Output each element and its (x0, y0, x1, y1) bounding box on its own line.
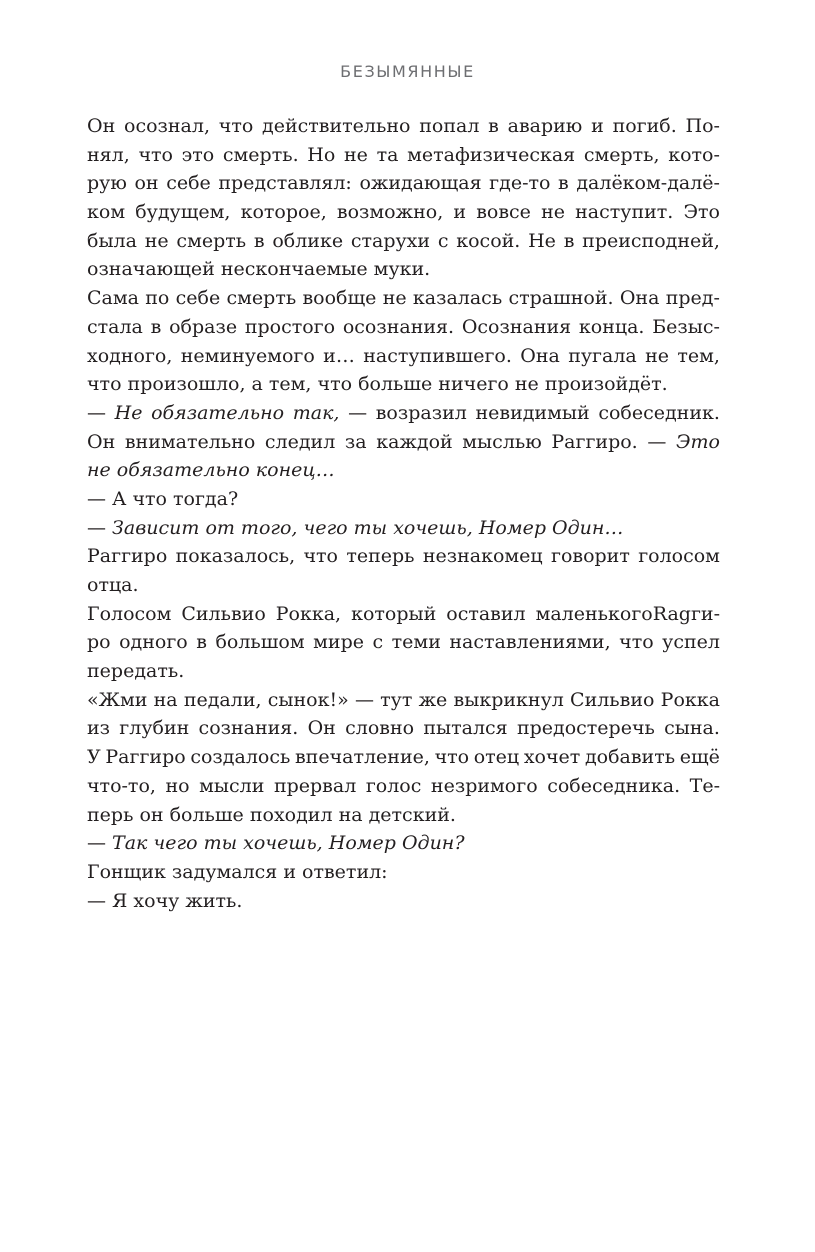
italic-text: Зависит от того, чего ты хочешь, Номер Один… (112, 516, 624, 539)
word: смерть. (222, 143, 299, 166)
word: в (253, 229, 265, 252)
word: та (376, 143, 399, 166)
word: погиб. (612, 115, 677, 137)
word: действительно (262, 115, 411, 137)
word: отец (473, 746, 520, 769)
text-line (87, 686, 720, 715)
word: говорит (550, 545, 630, 568)
word: была (87, 229, 137, 252)
word: не (541, 201, 565, 224)
word: в (150, 315, 162, 338)
word: наступит. (575, 201, 674, 224)
word: попал (419, 115, 480, 137)
text-line (87, 887, 720, 916)
word: Он (87, 430, 116, 453)
word: Но (307, 143, 336, 166)
text-line (87, 284, 720, 313)
word: с (437, 229, 449, 252)
word: который (351, 602, 437, 625)
word: казалась (412, 287, 503, 310)
word: наставлениями, (449, 631, 611, 654)
body-text (87, 112, 720, 915)
word: наступившего. (363, 344, 512, 367)
word: По- (685, 115, 720, 137)
word: У (87, 746, 101, 769)
word: Он (87, 115, 116, 137)
word: не (343, 143, 368, 166)
word: одного (119, 631, 188, 654)
word: рую (87, 172, 127, 195)
word: Сама (87, 287, 139, 310)
word: мыслью (462, 430, 542, 453)
word: ходного, (87, 344, 173, 367)
word: Раггиро. (551, 430, 638, 453)
word: образе (169, 315, 238, 338)
text-line (87, 399, 720, 428)
word: Это (683, 201, 720, 224)
word: так, (292, 401, 340, 424)
word: на (153, 688, 178, 711)
word: он (134, 172, 159, 195)
word: осознал, (124, 115, 210, 137)
text-line (87, 600, 720, 629)
word: Сильвио (570, 688, 655, 711)
word: пытался (423, 717, 508, 740)
word: маленькогоRagги- (535, 602, 720, 625)
word: старухи (350, 229, 431, 252)
word: косой. (456, 229, 521, 252)
text-line (87, 858, 720, 887)
word: нял, (87, 143, 130, 166)
word: не (144, 229, 169, 252)
word: впечатление, (294, 746, 430, 769)
word: голос (365, 774, 422, 797)
word: невидимый (475, 401, 590, 424)
word: оставил (446, 602, 526, 625)
word: в (558, 172, 569, 195)
text-line (87, 169, 720, 198)
word: Не (528, 229, 556, 252)
word: смерть (226, 287, 297, 310)
text-run: — А что тогда? (87, 487, 239, 510)
word: обязательно (151, 401, 285, 424)
text-line (87, 571, 720, 600)
word: голосом (638, 545, 720, 568)
word: теперь (346, 545, 415, 568)
text-line (87, 628, 720, 657)
word: сынок!» (267, 688, 349, 711)
word: добавить (584, 746, 676, 769)
word: педали, (183, 688, 262, 711)
word: ещё (679, 746, 720, 769)
word: осознания. (342, 315, 455, 338)
word: из (87, 717, 111, 740)
word: по (145, 287, 170, 310)
word: «Жми (87, 688, 148, 711)
word: пред- (665, 287, 720, 310)
word: Осознания (461, 315, 572, 338)
word: облике (272, 229, 344, 252)
word: — (647, 430, 667, 453)
word: тут (380, 688, 413, 711)
text-line (87, 772, 720, 801)
word: внимательно (124, 430, 256, 453)
word: тем, (677, 344, 720, 367)
text-line (87, 313, 720, 342)
word: Раггиро (105, 746, 186, 769)
text-line (87, 255, 720, 284)
text-line (87, 485, 720, 514)
word: — (87, 401, 106, 424)
word: сознания. (198, 717, 299, 740)
word: что (303, 545, 338, 568)
word: что (434, 746, 470, 769)
word: теми (391, 631, 441, 654)
word: возможно, (336, 201, 444, 224)
word: — (354, 688, 374, 711)
text-run: что произошло, а тем, что больше ничего не произойдёт. (87, 373, 668, 396)
word: конца. (578, 315, 645, 338)
word: метафизическая (407, 143, 576, 166)
word: и (453, 201, 467, 224)
text-run: — (87, 832, 113, 855)
word: мире (313, 631, 364, 654)
word: кото- (668, 143, 720, 166)
word: выкрикнул (453, 688, 564, 711)
word: где-то (489, 172, 551, 195)
word: Это (675, 430, 720, 453)
text-run: передать. (87, 660, 185, 683)
word: в (563, 229, 575, 252)
word: пугала (568, 344, 637, 367)
text-run: Гонщик задумался и ответил: (87, 860, 388, 883)
text-run: означающей нескончаемые муки. (87, 258, 431, 281)
word: стала (87, 315, 143, 338)
word: незнакомец (422, 545, 543, 568)
word: Рокка (660, 688, 720, 711)
word: в (488, 115, 499, 137)
word: незримого (430, 774, 538, 797)
text-line (87, 657, 720, 686)
word: мысли (199, 774, 265, 797)
word: себе (175, 287, 221, 310)
text-line (87, 801, 720, 830)
running-head: БЕЗЫМЯННЫЕ (340, 62, 475, 81)
word: ожидающая (359, 172, 482, 195)
text-line (87, 743, 720, 772)
word: и (591, 115, 604, 137)
italic-text: не обязательно конец… (87, 459, 335, 482)
text-line (87, 112, 720, 141)
word: ком (87, 201, 126, 224)
text-line (87, 456, 720, 485)
word: преисподней, (582, 229, 720, 252)
word: ро (87, 631, 111, 654)
text-run: — (87, 516, 113, 539)
word: показалось, (175, 545, 296, 568)
word: хочет (523, 746, 581, 769)
text-line (87, 542, 720, 571)
italic-text: Так чего ты хочешь, Номер Один? (112, 832, 465, 855)
word: Сильвио (181, 602, 266, 625)
word: в (196, 631, 207, 654)
text-run: перь он больше походил на детский. (87, 803, 456, 826)
word: глубин (119, 717, 190, 740)
word: следил (264, 430, 336, 453)
word: простого (244, 315, 336, 338)
word: что (138, 143, 173, 166)
text-run: отца. (87, 574, 139, 596)
word: далёком-далё- (576, 172, 720, 195)
text-line (87, 342, 720, 371)
word: Раггиро (87, 545, 168, 568)
word: — (348, 401, 368, 424)
word: неминуемого (180, 344, 315, 367)
word: себе (166, 172, 211, 195)
text-line (87, 198, 720, 227)
word: большом (215, 631, 305, 654)
word: Он (307, 717, 336, 740)
word: и… (323, 344, 355, 367)
text-run: — Я хочу жить. (87, 889, 243, 912)
word: собеседника. (547, 774, 681, 797)
word: Безыс- (652, 315, 720, 338)
word: создалось (190, 746, 291, 769)
word: смерть (176, 229, 247, 252)
word: успел (662, 631, 720, 654)
word: словно (345, 717, 415, 740)
word: представлял: (218, 172, 352, 195)
text-line (87, 514, 720, 543)
word: собеседник. (598, 401, 720, 424)
word: сына. (664, 717, 720, 740)
word: но (165, 774, 190, 797)
word: каждой (376, 430, 453, 453)
word: Голосом (87, 602, 172, 625)
text-line (87, 141, 720, 170)
word: вообще (302, 287, 377, 310)
word: что (619, 631, 654, 654)
word: аварию (507, 115, 583, 137)
word: Те- (689, 774, 720, 797)
word: будущем, (135, 201, 231, 224)
word: которое, (240, 201, 327, 224)
text-line (87, 714, 720, 743)
word: смерть, (583, 143, 660, 166)
word: возразил (375, 401, 467, 424)
text-line (87, 829, 720, 858)
word: Она (619, 287, 660, 310)
word: вовсе (476, 201, 531, 224)
text-line (87, 370, 720, 399)
word: Она (520, 344, 560, 367)
word: не (645, 344, 670, 367)
word: Рокка, (275, 602, 342, 625)
word: что (218, 115, 254, 137)
word: же (418, 688, 448, 711)
text-line (87, 428, 720, 457)
word: не (382, 287, 407, 310)
word: с (372, 631, 384, 654)
word: за (344, 430, 367, 453)
text-line (87, 227, 720, 256)
word: что-то, (87, 774, 156, 797)
word: это (181, 143, 215, 166)
word: предостеречь (516, 717, 655, 740)
word: прервал (273, 774, 357, 797)
word: страшной. (508, 287, 614, 310)
word: Не (114, 401, 143, 424)
